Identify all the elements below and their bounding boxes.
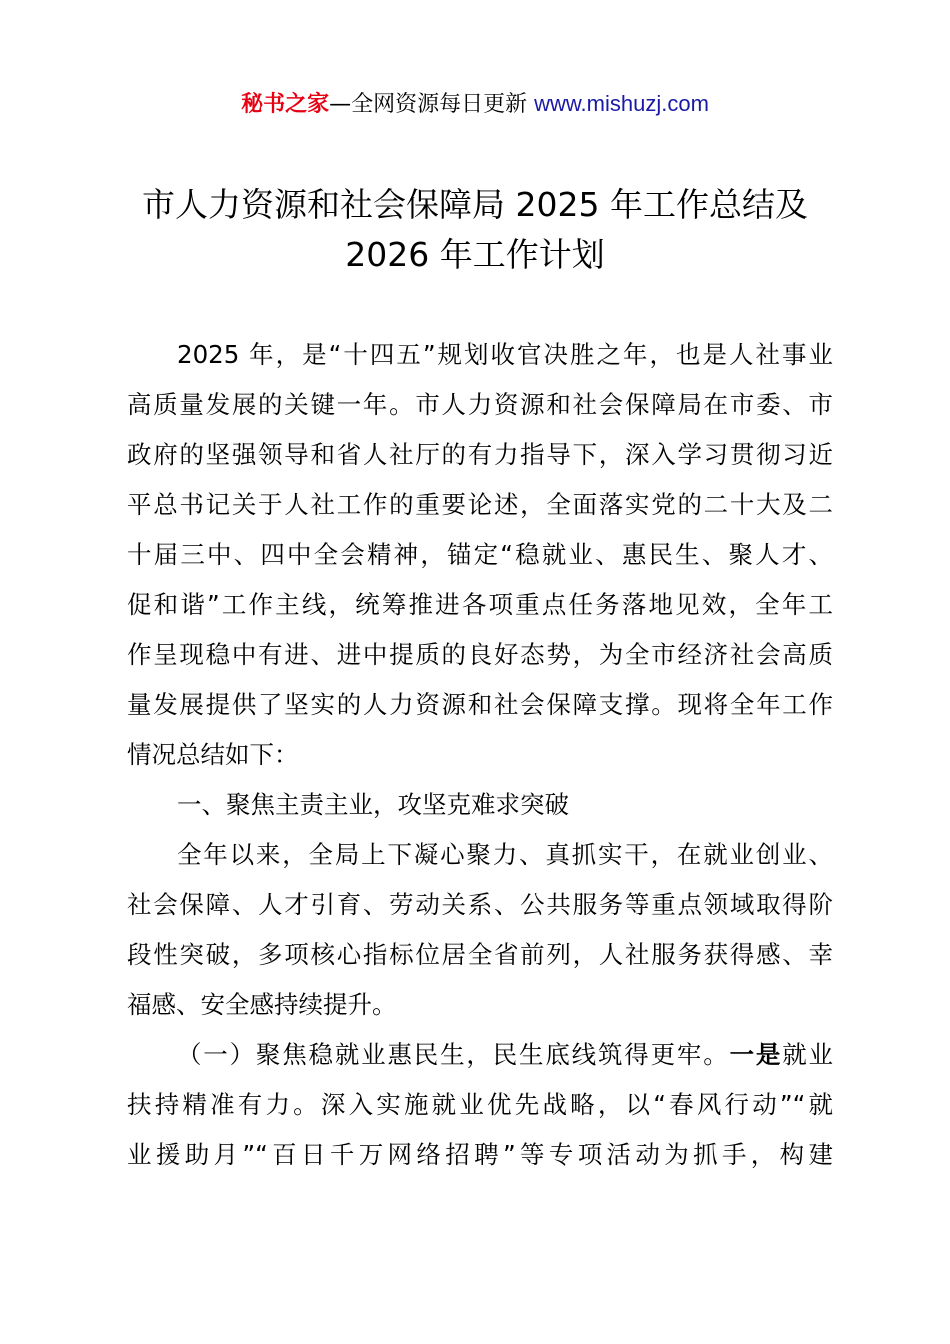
- section-heading-text: 一、聚焦主责主业，攻坚克难求突破: [177, 790, 569, 819]
- text-line: 情况总结如下：: [127, 740, 299, 769]
- section-1-heading: [127, 780, 833, 830]
- text-line: 政府的坚强领导和省人社厅的有力指导下，深入学习贯彻习近: [127, 440, 833, 469]
- text-line: 业援助月”“百日千万网络招聘”等专项活动为抓手，构建: [127, 1140, 833, 1169]
- text-fragment: 就业: [782, 1040, 833, 1069]
- text-line: 福感、安全感持续提升。: [127, 990, 397, 1019]
- text-line: [127, 1030, 833, 1080]
- document-title: [60, 180, 890, 280]
- text-line: 量发展提供了坚实的人力资源和社会保障支撑。现将全年工作: [127, 690, 833, 719]
- text-line: 段性突破，多项核心指标位居全省前列，人社服务获得感、幸: [127, 940, 833, 969]
- text-line: 扶持精准有力。深入实施就业优先战略，以“春风行动”“就: [127, 1090, 833, 1119]
- section-1-paragraph: [127, 830, 833, 1030]
- text-line: 平总书记关于人社工作的重要论述，全面落实党的二十大及二: [127, 490, 833, 519]
- text-line: 十届三中、四中全会精神，锚定“稳就业、惠民生、聚人才、: [127, 540, 833, 569]
- text-line: 社会保障、人才引育、劳动关系、公共服务等重点领域取得阶: [127, 890, 833, 919]
- subsection-1-paragraph: [127, 1030, 833, 1180]
- site-tagline: —全网资源每日更新: [329, 92, 535, 117]
- title-line-2: 2026 年工作计划: [345, 235, 605, 274]
- text-line: 促和谐”工作主线，统筹推进各项重点任务落地见效，全年工: [127, 590, 833, 619]
- text-line: 作呈现稳中有进、进中提质的良好态势，为全市经济社会高质: [127, 640, 833, 669]
- site-url-link[interactable]: www.mishuzj.com: [534, 91, 709, 116]
- site-header: [0, 88, 950, 121]
- intro-paragraph: [127, 330, 833, 780]
- subsection-heading-text: （一）聚焦稳就业惠民生，民生底线筑得更牢。: [177, 1040, 730, 1069]
- text-line: 高质量发展的关键一年。市人力资源和社会保障局在市委、市: [127, 390, 833, 419]
- text-line: 全年以来，全局上下凝心聚力、真抓实干，在就业创业、: [177, 840, 833, 869]
- document-body: [127, 330, 833, 1180]
- bold-marker: 一是: [729, 1040, 783, 1069]
- title-line-1: 市人力资源和社会保障局 2025 年工作总结及: [142, 185, 808, 224]
- site-brand[interactable]: 秘书之家: [241, 92, 330, 117]
- text-line: 2025 年，是“十四五”规划收官决胜之年，也是人社事业: [177, 340, 833, 369]
